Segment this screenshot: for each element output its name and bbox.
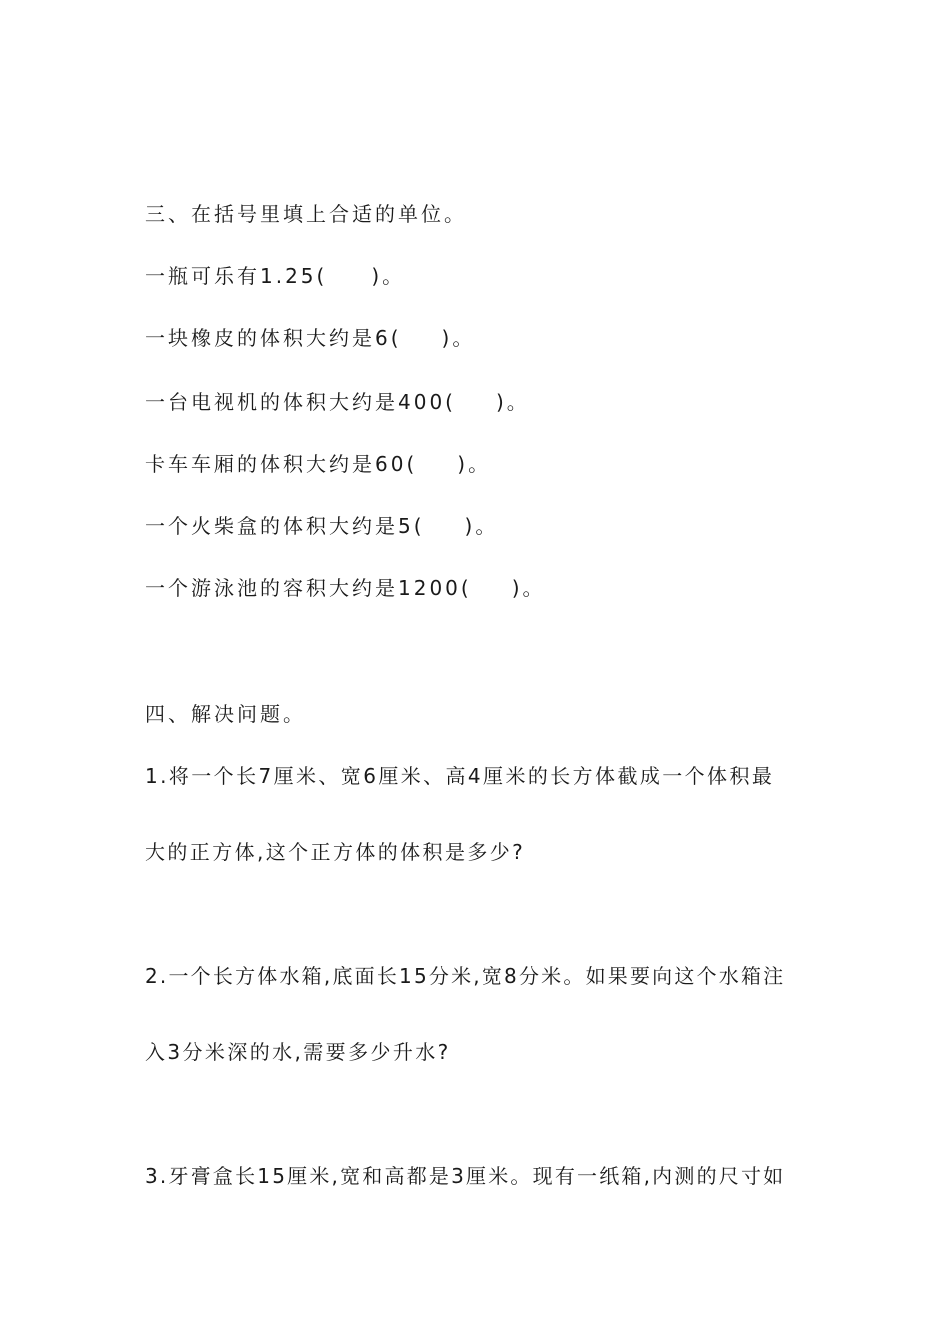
fill-item-text: 一个游泳池的容积大约是1200( xyxy=(145,576,472,600)
fill-item-truck xyxy=(145,450,491,478)
fill-item-end: )。 xyxy=(511,576,546,600)
fill-item-end: )。 xyxy=(371,264,406,288)
fill-item-text: 一个火柴盒的体积大约是5( xyxy=(145,514,425,538)
fill-item-end: )。 xyxy=(441,326,476,350)
fill-item-eraser xyxy=(145,324,475,352)
fill-item-end: )。 xyxy=(457,452,492,476)
section-4-heading: 四、解决问题。 xyxy=(145,702,306,726)
problem-1-line-2: 大的正方体,这个正方体的体积是多少? xyxy=(145,840,526,864)
problem-1-line-1: 1.将一个长7厘米、宽6厘米、高4厘米的长方体截成一个体积最 xyxy=(145,764,775,788)
fill-item-text: 卡车车厢的体积大约是60( xyxy=(145,452,418,476)
fill-item-text: 一块橡皮的体积大约是6( xyxy=(145,326,402,350)
problem-3-line-1: 3.牙膏盒长15厘米,宽和高都是3厘米。现有一纸箱,内测的尺寸如 xyxy=(145,1164,786,1188)
section-3-heading: 三、在括号里填上合适的单位。 xyxy=(145,202,467,226)
fill-item-end: )。 xyxy=(464,514,499,538)
fill-item-pool xyxy=(145,574,546,602)
fill-item-text: 一台电视机的体积大约是400( xyxy=(145,390,456,414)
fill-item-television xyxy=(145,388,530,416)
fill-item-matchbox xyxy=(145,512,498,540)
fill-item-end: )。 xyxy=(495,390,530,414)
problem-2-line-2: 入3分米深的水,需要多少升水? xyxy=(145,1040,451,1064)
fill-item-cola xyxy=(145,262,405,290)
fill-item-text: 一瓶可乐有1.25( xyxy=(145,264,328,288)
problem-2-line-1: 2.一个长方体水箱,底面长15分米,宽8分米。如果要向这个水箱注 xyxy=(145,964,786,988)
